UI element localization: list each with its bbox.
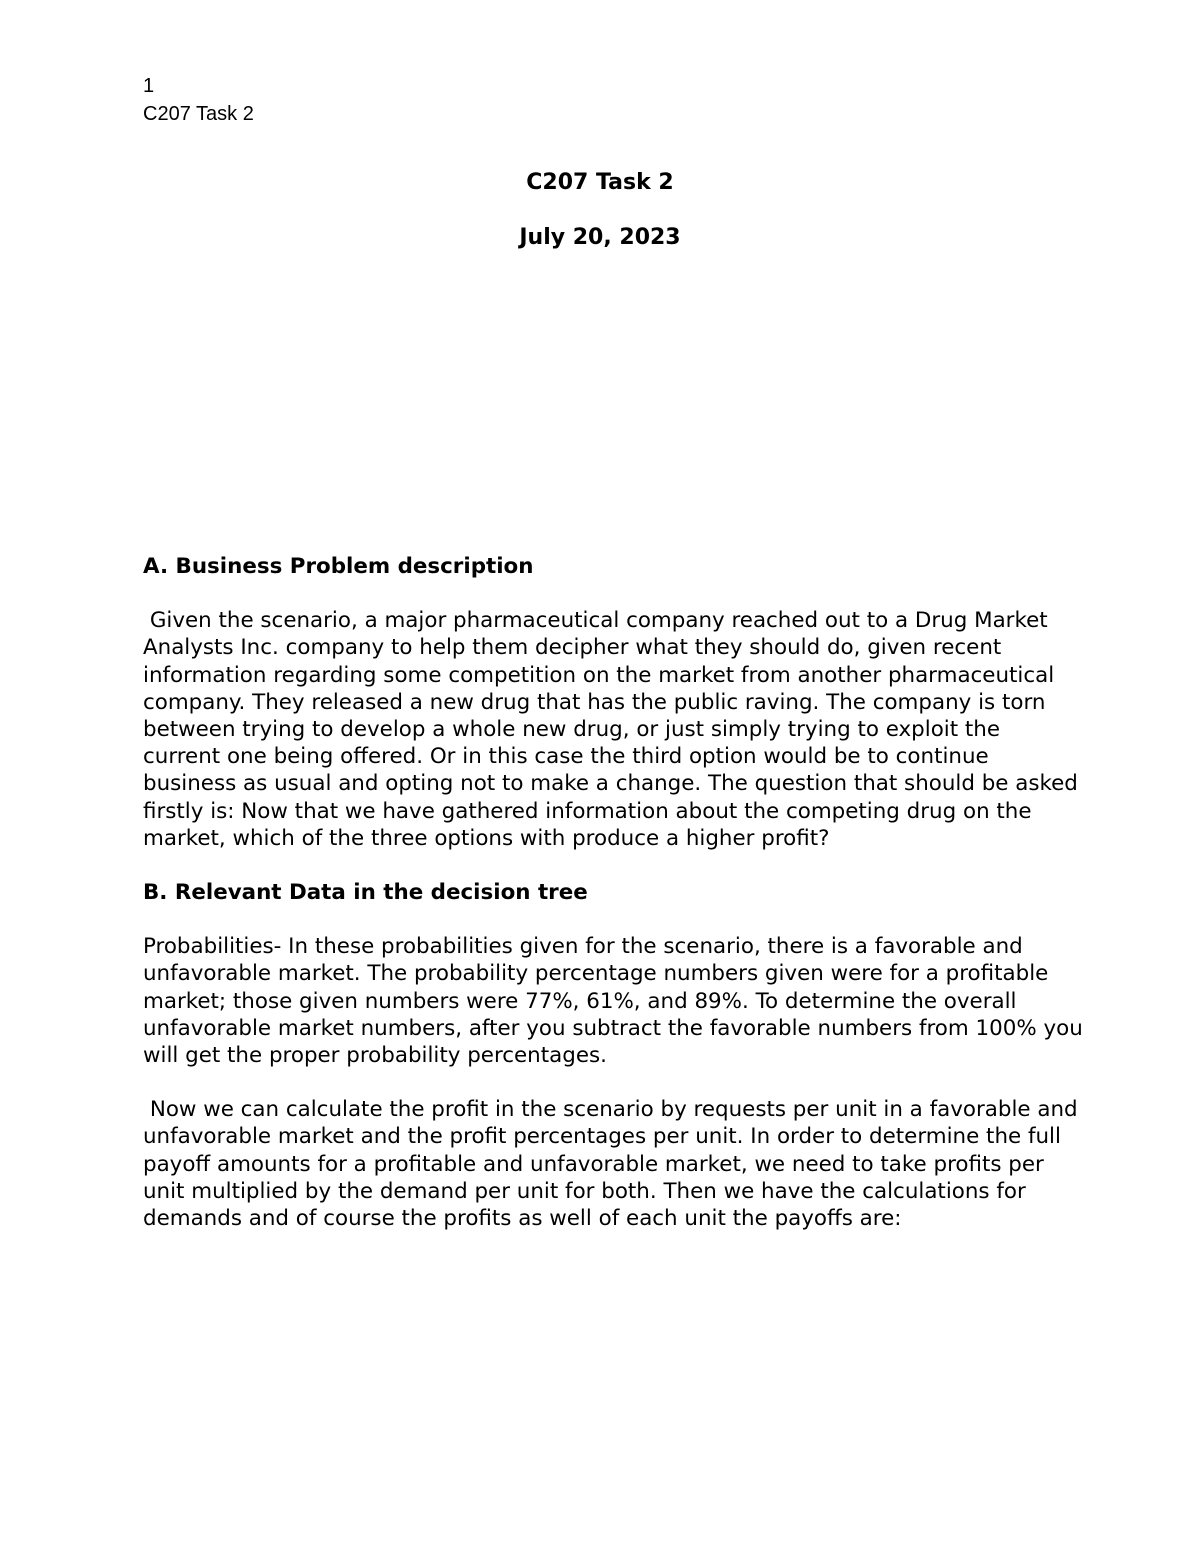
document-title: C207 Task 2 [526, 170, 674, 195]
section-b-heading: B. Relevant Data in the decision tree [143, 880, 588, 906]
section-a-paragraph: Given the scenario, a major pharmaceutical company reached out to a Drug Market Analysts Inc. company to help them decipher what they should do, given recent information regarding some competition on the market from another pharmaceutical company. They released a new drug that has the public raving. The company is torn between trying to develop a whole new drug, or just simply trying to exploit the current one being offered. Or in this case the third option would be to continue business as usual and opting not to make a change. The question that should be asked firstly is: Now that we have gathered information about the competing drug on the market, which of the three options with produce a higher profit? [143, 608, 1085, 851]
section-b-paragraph-1: Probabilities- In these probabilities given for the scenario, there is a favorable and unfavorable market. The probability percentage numbers given were for a profitable market; those given numbers were 77%, 61%, and 89%. To determine the overall unfavorable market numbers, after you subtract the favorable numbers from 100% you will get the proper probability percentages. [143, 934, 1083, 1069]
document-date: July 20, 2023 [519, 225, 681, 250]
page-header [143, 72, 254, 128]
section-b-paragraph-2: Now we can calculate the profit in the scenario by requests per unit in a favorable and unfavorable market and the profit percentages per unit. In order to determine the full payoff amounts for a profitable and unfavorable market, we need to take profits per unit multiplied by the demand per unit for both. Then we have the calculations for demands and of course the profits as well of each unit the payoffs are: [143, 1097, 1085, 1232]
section-b [143, 879, 1083, 1232]
running-title: C207 Task 2 [143, 103, 254, 125]
document-body [143, 553, 1083, 1259]
section-a [143, 553, 1083, 852]
page-number: 1 [143, 75, 155, 97]
section-a-heading: A. Business Problem description [143, 554, 534, 579]
